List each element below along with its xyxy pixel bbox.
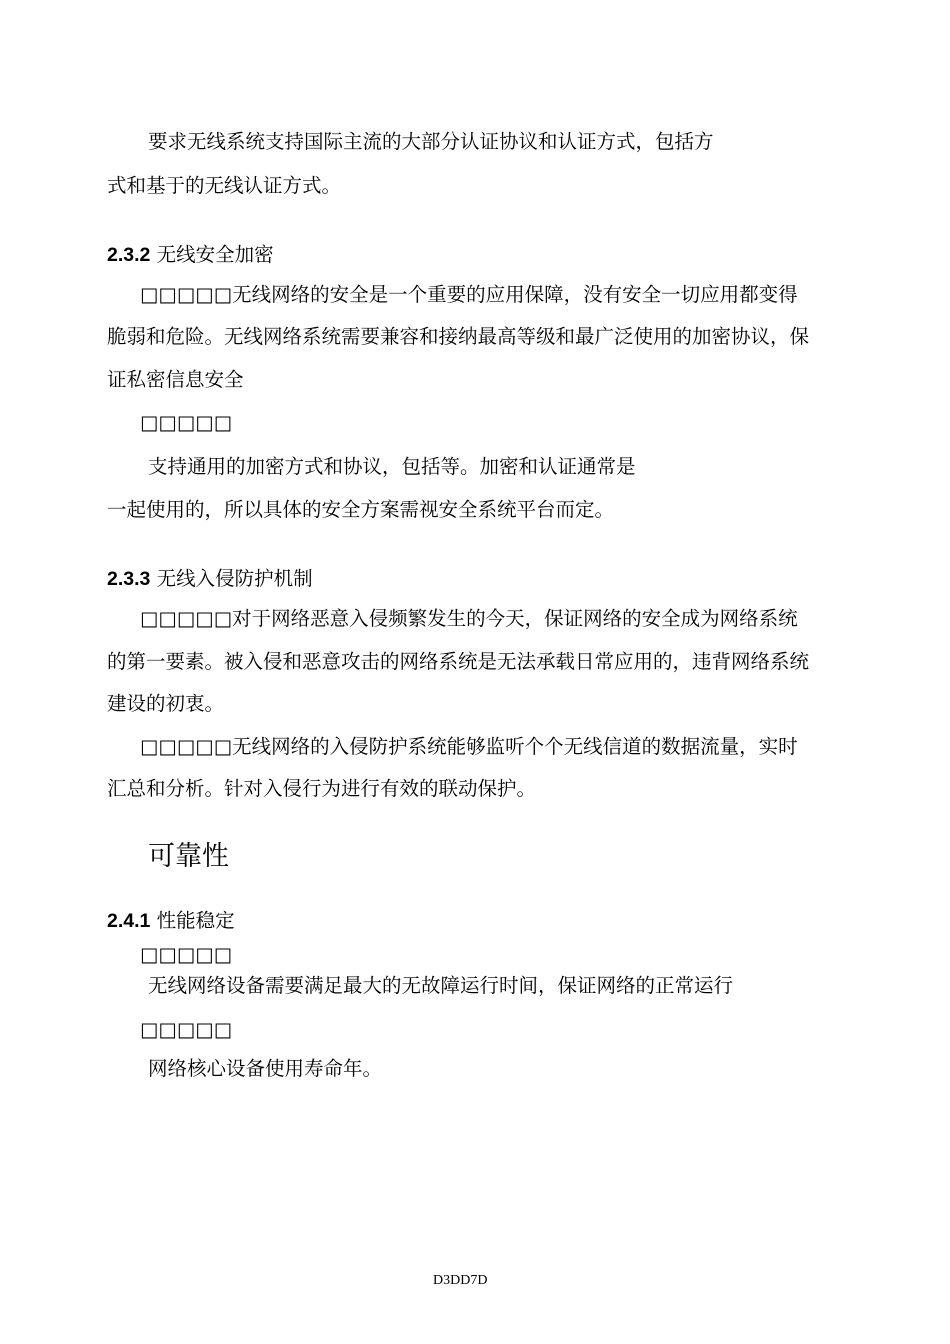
intrusion-p1-line-1: □□□□□对于网络恶意入侵频繁发生的今天，保证网络的安全成为网络系统 bbox=[140, 607, 798, 630]
heading-2-3-3 bbox=[107, 567, 313, 591]
encryption-p1-line-2: 脆弱和危险。无线网络系统需要兼容和接纳最高等级和最广泛使用的加密协议，保 bbox=[107, 325, 810, 348]
intrusion-p2-line-1: □□□□□无线网络的入侵防护系统能够监听个个无线信道的数据流量，实时 bbox=[140, 735, 798, 758]
stability-placeholder-1: □□□□□ bbox=[140, 943, 233, 966]
heading-title: 无线入侵防护机制 bbox=[156, 567, 313, 590]
intro-line-2: 式和基于的无线认证方式。 bbox=[107, 174, 342, 197]
encryption-p1-line-3: 证私密信息安全 bbox=[107, 368, 244, 391]
encryption-p2-line-1: 支持通用的加密方式和协议，包括等。加密和认证通常是 bbox=[148, 455, 636, 478]
encryption-placeholder: □□□□□ bbox=[140, 411, 233, 434]
stability-p1: 无线网络设备需要满足最大的无故障运行时间，保证网络的正常运行 bbox=[148, 974, 734, 997]
encryption-p1-line-1: □□□□□无线网络的安全是一个重要的应用保障，没有安全一切应用都变得 bbox=[140, 283, 798, 306]
heading-number: 2.3.3 bbox=[107, 568, 151, 590]
intrusion-p2-line-2: 汇总和分析。针对入侵行为进行有效的联动保护。 bbox=[107, 777, 537, 800]
intro-line-1: 要求无线系统支持国际主流的大部分认证协议和认证方式，包括方 bbox=[148, 130, 714, 153]
page-footer-code: D3DD7D bbox=[433, 1273, 488, 1288]
heading-title: 性能稳定 bbox=[156, 909, 235, 932]
heading-2-3-2 bbox=[107, 243, 274, 267]
heading-number: 2.3.2 bbox=[107, 244, 151, 266]
heading-reliability: 可靠性 bbox=[148, 841, 229, 872]
intrusion-p1-line-2: 的第一要素。被入侵和恶意攻击的网络系统是无法承载日常应用的，违背网络系统 bbox=[107, 650, 810, 673]
encryption-p2-line-2: 一起使用的，所以具体的安全方案需视安全系统平台而定。 bbox=[107, 498, 615, 521]
heading-2-4-1 bbox=[107, 909, 235, 933]
intrusion-p1-line-3: 建设的初衷。 bbox=[107, 692, 225, 715]
heading-number: 2.4.1 bbox=[107, 910, 151, 932]
stability-p2: 网络核心设备使用寿命年。 bbox=[148, 1057, 383, 1080]
stability-placeholder-2: □□□□□ bbox=[140, 1018, 233, 1041]
heading-title: 无线安全加密 bbox=[156, 243, 274, 266]
